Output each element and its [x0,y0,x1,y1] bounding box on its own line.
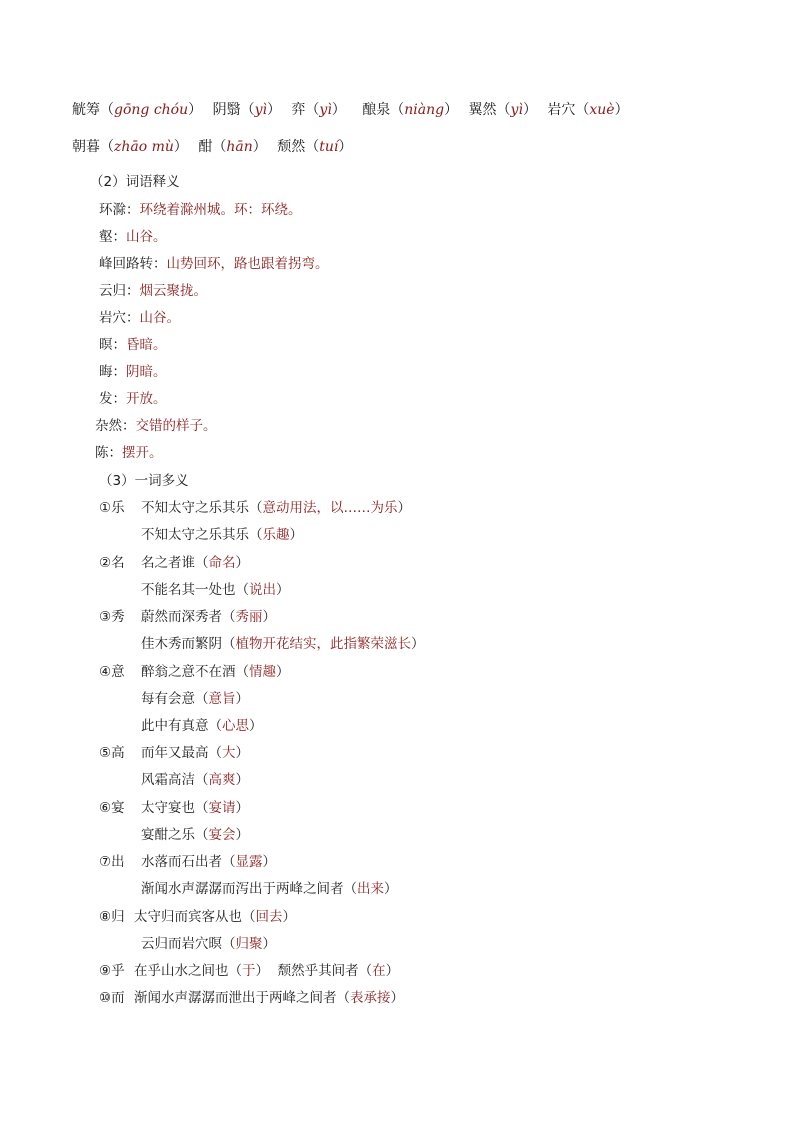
definition-row: 云归：烟云聚拢。 [99,283,207,299]
definition-row: 陈：摆开。 [95,445,163,461]
polysemy-row: 太守宴也（宴请） [141,800,249,816]
pron-item: 翼然（yì） [468,102,537,118]
definition-row: 环滁：环绕着滁州城。环：环绕。 [99,202,302,218]
polysemy-row: 在乎山水之间也（于） 颓然乎其间者（在） [134,963,400,979]
polysemy-row: 不知太守之乐其乐（意动用法，以……为乐） [141,500,411,516]
polysemy-label: ⑧归 [99,909,125,925]
pron-item: 岩穴（xuè） [547,102,629,118]
definition-row: 发：开放。 [99,391,167,407]
pron-item: 酿泉（niàng） [362,102,459,118]
polysemy-row: 水落而石出者（显露） [141,854,276,870]
pron-item: 弈（yì） [291,102,346,118]
polysemy-row: 渐闻水声潺潺而泄出于两峰之间者（表承接） [134,990,404,1006]
pron-item: 觥筹（gōng chóu） [72,102,203,118]
polysemy-label: ⑨乎 [99,963,125,979]
pronunciation-line-1 [72,99,635,119]
polysemy-label: ③秀 [99,609,125,625]
definition-row: 杂然：交错的样子。 [95,418,217,434]
polysemy-label: ⑦出 [99,854,125,870]
definition-row: 岩穴：山谷。 [99,310,180,326]
definition-row: 峰回路转：山势回环，路也跟着拐弯。 [99,256,329,272]
polysemy-row: 太守归而宾客从也（回去） [134,909,296,925]
pron-item: 酣（hān） [198,139,267,155]
pron-item: 朝暮（zhāo mù） [72,139,188,155]
pron-item: 阴翳（yì） [212,102,281,118]
polysemy-row: 不能名其一处也（说出） [141,582,290,598]
section-title-polysemy: （3）一词多义 [99,473,189,489]
definition-row: 壑：山谷。 [99,229,167,245]
polysemy-row: 醉翁之意不在酒（情趣） [141,664,290,680]
polysemy-row: 云归而岩穴暝（归聚） [141,936,276,952]
polysemy-label: ②名 [99,555,125,571]
polysemy-row: 蔚然而深秀者（秀丽） [141,609,276,625]
pronunciation-line-2 [72,136,358,156]
definition-row: 暝：昏暗。 [99,337,167,353]
polysemy-label: ⑩而 [99,990,125,1006]
polysemy-row: 而年又最高（大） [141,745,249,761]
polysemy-label: ⑤高 [99,745,125,761]
polysemy-row: 佳木秀而繁阴（植物开花结实，此指繁荣滋长） [141,636,425,652]
polysemy-row: 宴酣之乐（宴会） [141,827,249,843]
polysemy-label: ⑥宴 [99,800,125,816]
polysemy-row: 名之者谁（命名） [141,555,249,571]
section-title-definitions: （2）词语释义 [90,174,180,190]
polysemy-label: ①乐 [99,500,125,516]
polysemy-row: 此中有真意（心思） [141,718,263,734]
polysemy-label: ④意 [99,664,125,680]
polysemy-row: 风霜高洁（高爽） [141,772,249,788]
pron-item: 颓然（tuí） [277,139,353,155]
polysemy-row: 每有会意（意旨） [141,691,249,707]
definition-row: 晦：阴暗。 [99,364,167,380]
polysemy-row: 不知太守之乐其乐（乐趣） [141,527,303,543]
polysemy-row: 渐闻水声潺潺而泻出于两峰之间者（出来） [141,881,398,897]
